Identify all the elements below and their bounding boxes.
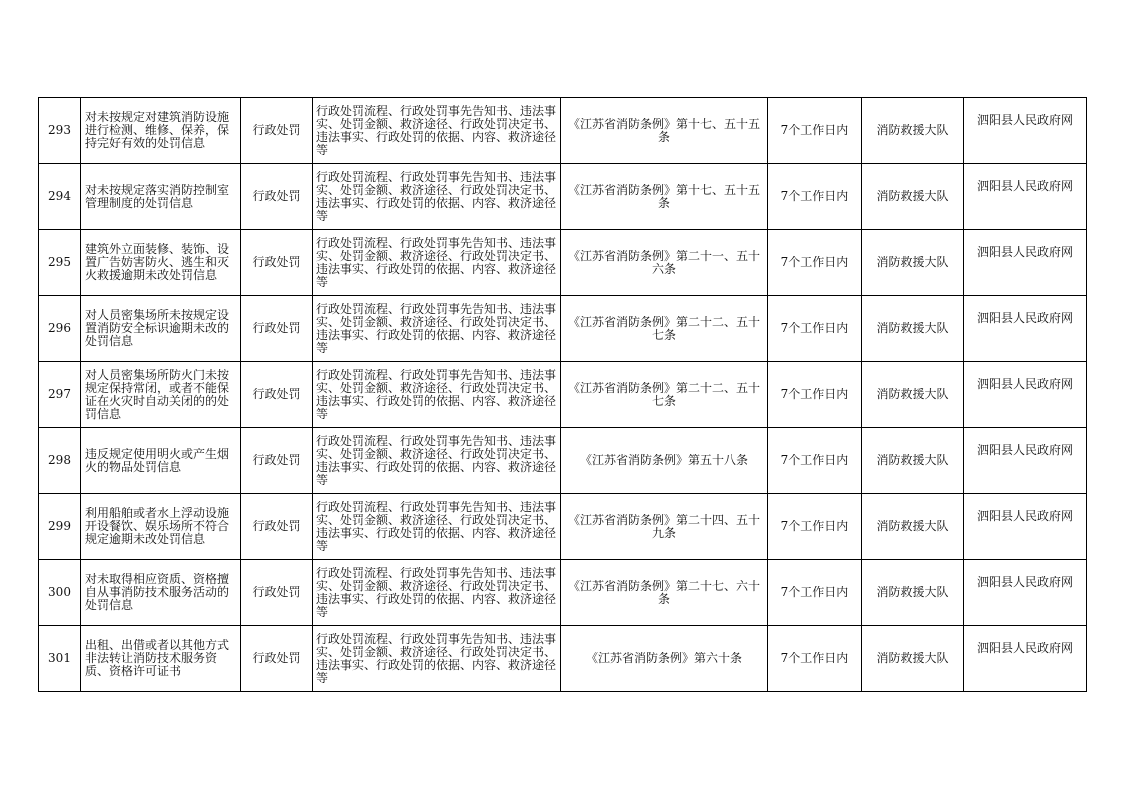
- publishing-channel: 泗阳县人民政府网: [976, 312, 1073, 325]
- row-number: 298: [48, 454, 71, 467]
- disclosure-content-cell: [313, 626, 561, 692]
- item-name-cell: [81, 362, 241, 428]
- legal-basis: 《江苏省消防条例》第二十四、五十九条: [567, 513, 760, 540]
- time-limit: 7个工作日内: [780, 520, 849, 533]
- legal-basis: 《江苏省消防条例》第五十八条: [579, 454, 748, 467]
- item-name: 利用船舶或者水上浮动设施开设餐饮、娱乐场所不符合规定逾期未改处罚信息: [85, 507, 230, 546]
- legal-basis: 《江苏省消防条例》第二十七、六十条: [567, 579, 760, 606]
- row-number-cell: [39, 494, 81, 560]
- disclosure-content: 行政处罚流程、行政处罚事先告知书、违法事实、处罚金额、救济途径、行政处罚决定书、违法事实、行政处罚的依据、内容、救济途径等: [316, 170, 557, 223]
- row-number-cell: [39, 428, 81, 494]
- legal-basis-cell: [561, 362, 768, 428]
- time-limit: 7个工作日内: [780, 454, 849, 467]
- row-number-cell: [39, 560, 81, 626]
- item-name: 建筑外立面装修、装饰、设置广告妨害防火、逃生和灭火救援逾期未改处罚信息: [85, 243, 230, 282]
- row-number-cell: [39, 98, 81, 164]
- row-number: 300: [48, 586, 71, 599]
- time-limit-cell: [768, 230, 862, 296]
- responsible-body: 消防救援大队: [876, 190, 949, 203]
- item-category: 行政处罚: [252, 520, 301, 533]
- disclosure-content: 行政处罚流程、行政处罚事先告知书、违法事实、处罚金额、救济途径、行政处罚决定书、违法事实、行政处罚的依据、内容、救济途径等: [316, 434, 557, 487]
- responsible-body-cell: [862, 164, 964, 230]
- disclosure-table: [38, 97, 1087, 692]
- row-number: 301: [48, 652, 71, 665]
- item-category: 行政处罚: [252, 454, 301, 467]
- disclosure-content-cell: [313, 164, 561, 230]
- publishing-channel-cell: [964, 428, 1087, 494]
- row-number: 297: [48, 388, 71, 401]
- disclosure-content: 行政处罚流程、行政处罚事先告知书、违法事实、处罚金额、救济途径、行政处罚决定书、违法事实、行政处罚的依据、内容、救济途径等: [316, 632, 557, 685]
- legal-basis-cell: [561, 296, 768, 362]
- time-limit-cell: [768, 164, 862, 230]
- time-limit: 7个工作日内: [780, 586, 849, 599]
- item-name-cell: [81, 98, 241, 164]
- item-name-cell: [81, 626, 241, 692]
- item-name-cell: [81, 428, 241, 494]
- row-number-cell: [39, 626, 81, 692]
- table-row: [39, 296, 1087, 362]
- disclosure-content: 行政处罚流程、行政处罚事先告知书、违法事实、处罚金额、救济途径、行政处罚决定书、违法事实、行政处罚的依据、内容、救济途径等: [316, 236, 557, 289]
- legal-basis-cell: [561, 164, 768, 230]
- row-number: 296: [48, 322, 71, 335]
- item-name-cell: [81, 494, 241, 560]
- publishing-channel-cell: [964, 164, 1087, 230]
- table-row: [39, 164, 1087, 230]
- disclosure-content-cell: [313, 560, 561, 626]
- disclosure-content: 行政处罚流程、行政处罚事先告知书、违法事实、处罚金额、救济途径、行政处罚决定书、违法事实、行政处罚的依据、内容、救济途径等: [316, 500, 557, 553]
- legal-basis-cell: [561, 494, 768, 560]
- disclosure-content-cell: [313, 362, 561, 428]
- time-limit-cell: [768, 296, 862, 362]
- time-limit-cell: [768, 560, 862, 626]
- item-category: 行政处罚: [252, 190, 301, 203]
- disclosure-content: 行政处罚流程、行政处罚事先告知书、违法事实、处罚金额、救济途径、行政处罚决定书、违法事实、行政处罚的依据、内容、救济途径等: [316, 368, 557, 421]
- responsible-body-cell: [862, 560, 964, 626]
- publishing-channel: 泗阳县人民政府网: [976, 180, 1073, 193]
- time-limit: 7个工作日内: [780, 256, 849, 269]
- item-name-cell: [81, 230, 241, 296]
- item-name-cell: [81, 164, 241, 230]
- disclosure-content-cell: [313, 98, 561, 164]
- time-limit-cell: [768, 98, 862, 164]
- item-name-cell: [81, 296, 241, 362]
- publishing-channel: 泗阳县人民政府网: [976, 444, 1073, 457]
- responsible-body: 消防救援大队: [876, 388, 949, 401]
- legal-basis: 《江苏省消防条例》第二十一、五十六条: [567, 249, 760, 276]
- publishing-channel: 泗阳县人民政府网: [976, 510, 1073, 523]
- responsible-body-cell: [862, 362, 964, 428]
- item-name: 对未按规定对建筑消防设施进行检测、维修、保养，保持完好有效的处罚信息: [85, 111, 230, 150]
- item-category-cell: [241, 296, 313, 362]
- legal-basis-cell: [561, 560, 768, 626]
- time-limit-cell: [768, 428, 862, 494]
- responsible-body: 消防救援大队: [876, 454, 949, 467]
- responsible-body-cell: [862, 494, 964, 560]
- disclosure-content: 行政处罚流程、行政处罚事先告知书、违法事实、处罚金额、救济途径、行政处罚决定书、违法事实、行政处罚的依据、内容、救济途径等: [316, 104, 557, 157]
- responsible-body: 消防救援大队: [876, 124, 949, 137]
- disclosure-content-cell: [313, 494, 561, 560]
- publishing-channel-cell: [964, 626, 1087, 692]
- row-number-cell: [39, 164, 81, 230]
- item-category-cell: [241, 362, 313, 428]
- legal-basis: 《江苏省消防条例》第二十二、五十七条: [567, 381, 760, 408]
- responsible-body-cell: [862, 428, 964, 494]
- item-category-cell: [241, 164, 313, 230]
- item-category-cell: [241, 560, 313, 626]
- item-name-cell: [81, 560, 241, 626]
- responsible-body-cell: [862, 230, 964, 296]
- table-row: [39, 560, 1087, 626]
- time-limit: 7个工作日内: [780, 124, 849, 137]
- publishing-channel-cell: [964, 560, 1087, 626]
- responsible-body-cell: [862, 296, 964, 362]
- publishing-channel: 泗阳县人民政府网: [976, 642, 1073, 655]
- disclosure-content-cell: [313, 230, 561, 296]
- responsible-body: 消防救援大队: [876, 652, 949, 665]
- item-name: 对未取得相应资质、资格擅自从事消防技术服务活动的处罚信息: [85, 573, 230, 612]
- item-category-cell: [241, 98, 313, 164]
- row-number: 294: [48, 190, 71, 203]
- publishing-channel-cell: [964, 296, 1087, 362]
- item-category: 行政处罚: [252, 388, 301, 401]
- table-row: [39, 98, 1087, 164]
- disclosure-content: 行政处罚流程、行政处罚事先告知书、违法事实、处罚金额、救济途径、行政处罚决定书、违法事实、行政处罚的依据、内容、救济途径等: [316, 566, 557, 619]
- time-limit-cell: [768, 494, 862, 560]
- item-name: 对人员密集场所防火门未按规定保持常闭，或者不能保证在火灾时自动关闭的的处罚信息: [85, 368, 230, 421]
- responsible-body: 消防救援大队: [876, 256, 949, 269]
- time-limit: 7个工作日内: [780, 322, 849, 335]
- row-number: 293: [48, 124, 71, 137]
- time-limit-cell: [768, 626, 862, 692]
- legal-basis: 《江苏省消防条例》第十七、五十五条: [567, 117, 760, 144]
- time-limit: 7个工作日内: [780, 652, 849, 665]
- table-row: [39, 494, 1087, 560]
- time-limit: 7个工作日内: [780, 388, 849, 401]
- publishing-channel-cell: [964, 98, 1087, 164]
- item-category-cell: [241, 428, 313, 494]
- disclosure-content-cell: [313, 428, 561, 494]
- time-limit: 7个工作日内: [780, 190, 849, 203]
- disclosure-content: 行政处罚流程、行政处罚事先告知书、违法事实、处罚金额、救济途径、行政处罚决定书、违法事实、行政处罚的依据、内容、救济途径等: [316, 302, 557, 355]
- item-category: 行政处罚: [252, 586, 301, 599]
- legal-basis-cell: [561, 626, 768, 692]
- item-name: 违反规定使用明火或产生烟火的物品处罚信息: [85, 447, 230, 474]
- publishing-channel-cell: [964, 230, 1087, 296]
- row-number-cell: [39, 362, 81, 428]
- item-category: 行政处罚: [252, 124, 301, 137]
- item-category-cell: [241, 230, 313, 296]
- publishing-channel-cell: [964, 362, 1087, 428]
- item-category: 行政处罚: [252, 322, 301, 335]
- publishing-channel: 泗阳县人民政府网: [976, 246, 1073, 259]
- legal-basis: 《江苏省消防条例》第十七、五十五条: [567, 183, 760, 210]
- publishing-channel-cell: [964, 494, 1087, 560]
- item-category-cell: [241, 494, 313, 560]
- table-row: [39, 230, 1087, 296]
- item-name: 出租、出借或者以其他方式非法转让消防技术服务资质、资格许可证书: [85, 639, 230, 678]
- legal-basis-cell: [561, 428, 768, 494]
- legal-basis-cell: [561, 230, 768, 296]
- item-category: 行政处罚: [252, 652, 301, 665]
- publishing-channel: 泗阳县人民政府网: [976, 378, 1073, 391]
- row-number-cell: [39, 296, 81, 362]
- table-row: [39, 362, 1087, 428]
- item-name: 对未按规定落实消防控制室管理制度的处罚信息: [85, 183, 230, 210]
- responsible-body-cell: [862, 626, 964, 692]
- time-limit-cell: [768, 362, 862, 428]
- table-row: [39, 428, 1087, 494]
- publishing-channel: 泗阳县人民政府网: [976, 576, 1073, 589]
- responsible-body: 消防救援大队: [876, 520, 949, 533]
- publishing-channel: 泗阳县人民政府网: [976, 114, 1073, 127]
- row-number: 299: [48, 520, 71, 533]
- responsible-body-cell: [862, 98, 964, 164]
- responsible-body: 消防救援大队: [876, 322, 949, 335]
- item-name: 对人员密集场所未按规定设置消防安全标识逾期未改的处罚信息: [85, 309, 230, 348]
- row-number: 295: [48, 256, 71, 269]
- disclosure-content-cell: [313, 296, 561, 362]
- legal-basis: 《江苏省消防条例》第六十条: [585, 652, 742, 665]
- item-category-cell: [241, 626, 313, 692]
- legal-basis-cell: [561, 98, 768, 164]
- legal-basis: 《江苏省消防条例》第二十二、五十七条: [567, 315, 760, 342]
- row-number-cell: [39, 230, 81, 296]
- responsible-body: 消防救援大队: [876, 586, 949, 599]
- item-category: 行政处罚: [252, 256, 301, 269]
- table-row: [39, 626, 1087, 692]
